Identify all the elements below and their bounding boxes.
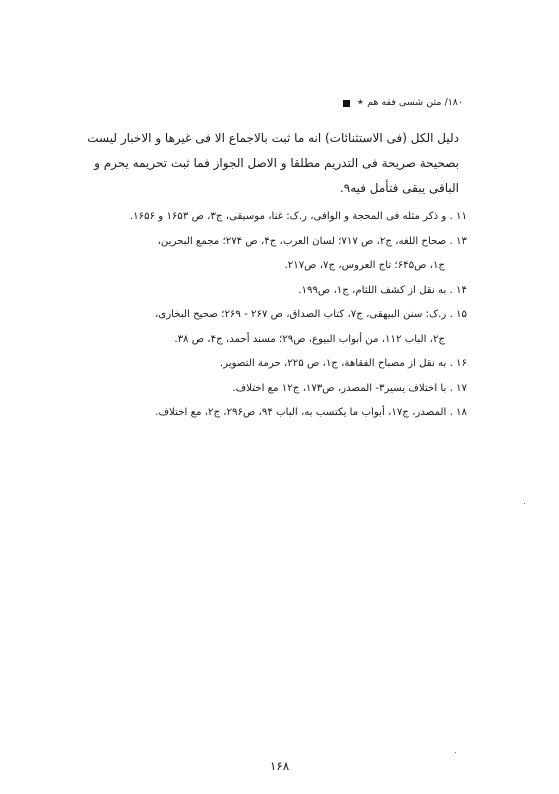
body-line: الباقی یبقی فتأمل فیه۹.: [339, 181, 459, 195]
body-text: [87, 126, 459, 201]
footnote-14: ۱۴ . به نقل از کشف اللثام، ج۱، ص۱۹۹.: [298, 284, 467, 296]
footnote-13-continued: ج۱، ص۶۴۵؛ تاج العروس، ج۷، ص۲۱۷.: [284, 260, 445, 271]
footnote-18: ۱۸ . المصدر، ج۱۷، أبواب ما یکتسب به، الباب ۹۴، ص۲۹۶، ج۲، مع اختلاف.: [155, 407, 467, 418]
footnote-15: ۱۵ . ر.ک: سنن البیهقی، ج۷، کتاب الصداق، ص ۲۶۷ - ۲۶۹؛ صحیح البخاری،: [154, 309, 467, 320]
footnote-17: ۱۷ . با اختلاف یسیر۳- المصدر، ص۱۷۳، ج۱۲ مع اختلاف.: [232, 382, 467, 394]
scan-speck: [524, 503, 525, 504]
footnotes: [117, 205, 467, 426]
running-header: [343, 96, 463, 110]
footnote-11: ۱۱ . و ذکر مثله فی المحجة و الوافی، ر.ک: غنا، موسیقی، ج۳، ص ۱۶۵۳ و ۱۶۵۶.: [129, 211, 467, 222]
page-number: ۱۶۸: [269, 759, 290, 773]
body-line: دلیل الکل (فی الاستثنائات) انه ما ثبت بالاجماع الا فی غیرها و الاخبار لیست: [87, 131, 459, 145]
footnote-15-continued: ج۲، الباب ۱۱۲، من أبواب البیوع، ص۲۹؛ مسند أحمد، ج۴، ص ۳۸.: [174, 333, 445, 345]
footnote-16: ۱۶ . به نقل از مصباح الفقاهة، ج۱، ص ۲۲۵، حرمة التصویر.: [219, 358, 467, 369]
footnote-13: ۱۳ . صحاح اللغه، ج۲، ص ۷۱۷؛ لسان العرب، ج۴، ص ۲۷۴؛ مجمع البحرین،: [157, 235, 467, 247]
body-line: بصحیحة صریحة فی التدریم مطلقا و الاصل الجواز فما ثبت تحریمه یحرم و: [94, 156, 459, 170]
square-bullet-icon: [343, 100, 350, 107]
running-header-title: ۱۸۰/ مثن شسی فقه هم 🟉: [356, 97, 463, 108]
scan-speck: [455, 752, 456, 753]
